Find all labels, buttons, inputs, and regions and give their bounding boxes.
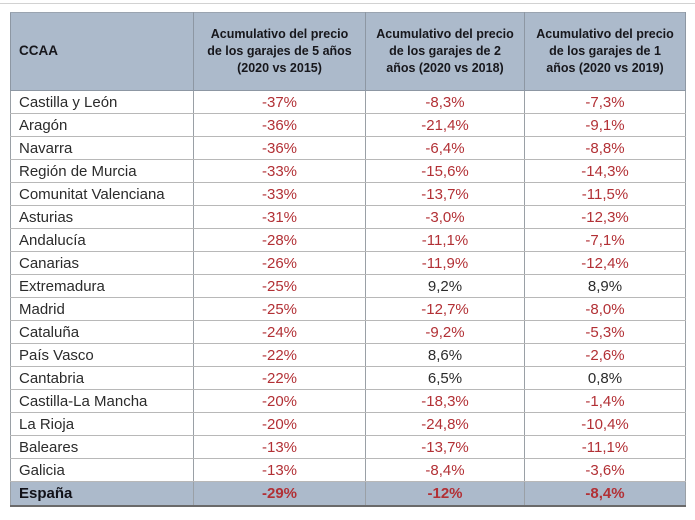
value-cell: -26%: [194, 252, 366, 275]
value-cell: -24%: [194, 321, 366, 344]
value-cell: -13,7%: [366, 183, 525, 206]
value-cell: -8,3%: [366, 91, 525, 114]
value-cell: -1,4%: [525, 390, 686, 413]
value-cell: -31%: [194, 206, 366, 229]
column-header-3: Acumulativo del precio de los garajes de 1 años (2020 vs 2019): [525, 13, 686, 91]
table-header: [11, 13, 686, 91]
row-label: Cantabria: [11, 367, 194, 390]
row-label: Galicia: [11, 459, 194, 482]
page-top-divider: [0, 3, 695, 4]
value-cell: 9,2%: [366, 275, 525, 298]
value-cell: 8,9%: [525, 275, 686, 298]
value-cell: -22%: [194, 367, 366, 390]
table-row: [11, 206, 686, 229]
value-cell: -8,4%: [525, 482, 686, 506]
row-label: La Rioja: [11, 413, 194, 436]
row-label: Asturias: [11, 206, 194, 229]
table-row: [11, 413, 686, 436]
column-header-1: Acumulativo del precio de los garajes de 5 años (2020 vs 2015): [194, 13, 366, 91]
table-row: [11, 436, 686, 459]
table-row: [11, 137, 686, 160]
row-label: Cataluña: [11, 321, 194, 344]
table-row: [11, 459, 686, 482]
row-label: Región de Murcia: [11, 160, 194, 183]
value-cell: -2,6%: [525, 344, 686, 367]
table-row: [11, 229, 686, 252]
value-cell: -25%: [194, 298, 366, 321]
value-cell: -9,1%: [525, 114, 686, 137]
table-row: [11, 183, 686, 206]
column-header-2: Acumulativo del precio de los garajes de 2 años (2020 vs 2018): [366, 13, 525, 91]
garage-price-table: [10, 12, 686, 507]
value-cell: -7,1%: [525, 229, 686, 252]
value-cell: -22%: [194, 344, 366, 367]
row-label: Navarra: [11, 137, 194, 160]
value-cell: -13%: [194, 436, 366, 459]
row-label: Castilla y León: [11, 91, 194, 114]
value-cell: -3,0%: [366, 206, 525, 229]
value-cell: -15,6%: [366, 160, 525, 183]
value-cell: -12,3%: [525, 206, 686, 229]
column-header-ccaa: CCAA: [11, 13, 194, 91]
value-cell: -5,3%: [525, 321, 686, 344]
value-cell: -21,4%: [366, 114, 525, 137]
row-label: Canarias: [11, 252, 194, 275]
header-row: [11, 13, 686, 91]
value-cell: -20%: [194, 413, 366, 436]
value-cell: 6,5%: [366, 367, 525, 390]
value-cell: 0,8%: [525, 367, 686, 390]
value-cell: -20%: [194, 390, 366, 413]
value-cell: -24,8%: [366, 413, 525, 436]
value-cell: -11,9%: [366, 252, 525, 275]
table-row: [11, 321, 686, 344]
value-cell: -14,3%: [525, 160, 686, 183]
table-row: [11, 252, 686, 275]
table-body: [11, 91, 686, 506]
value-cell: -8,8%: [525, 137, 686, 160]
value-cell: -13%: [194, 459, 366, 482]
value-cell: -13,7%: [366, 436, 525, 459]
value-cell: -9,2%: [366, 321, 525, 344]
table-row: [11, 114, 686, 137]
value-cell: -11,1%: [525, 436, 686, 459]
value-cell: -8,0%: [525, 298, 686, 321]
value-cell: -10,4%: [525, 413, 686, 436]
total-row: [11, 482, 686, 506]
value-cell: -29%: [194, 482, 366, 506]
value-cell: -3,6%: [525, 459, 686, 482]
value-cell: -33%: [194, 160, 366, 183]
value-cell: -12%: [366, 482, 525, 506]
value-cell: -8,4%: [366, 459, 525, 482]
table-row: [11, 298, 686, 321]
value-cell: -6,4%: [366, 137, 525, 160]
value-cell: 8,6%: [366, 344, 525, 367]
table-row: [11, 390, 686, 413]
table-row: [11, 91, 686, 114]
value-cell: -33%: [194, 183, 366, 206]
value-cell: -11,1%: [366, 229, 525, 252]
value-cell: -36%: [194, 114, 366, 137]
value-cell: -25%: [194, 275, 366, 298]
value-cell: -7,3%: [525, 91, 686, 114]
row-label: Comunitat Valenciana: [11, 183, 194, 206]
garage-price-table-container: [10, 12, 686, 507]
row-label: Andalucía: [11, 229, 194, 252]
row-label: Madrid: [11, 298, 194, 321]
value-cell: -18,3%: [366, 390, 525, 413]
row-label: Castilla-La Mancha: [11, 390, 194, 413]
table-row: [11, 275, 686, 298]
value-cell: -28%: [194, 229, 366, 252]
row-label: Baleares: [11, 436, 194, 459]
value-cell: -12,4%: [525, 252, 686, 275]
row-label: Aragón: [11, 114, 194, 137]
row-label: País Vasco: [11, 344, 194, 367]
value-cell: -36%: [194, 137, 366, 160]
table-row: [11, 344, 686, 367]
table-row: [11, 367, 686, 390]
row-label: España: [11, 482, 194, 506]
table-row: [11, 160, 686, 183]
row-label: Extremadura: [11, 275, 194, 298]
value-cell: -11,5%: [525, 183, 686, 206]
value-cell: -12,7%: [366, 298, 525, 321]
value-cell: -37%: [194, 91, 366, 114]
